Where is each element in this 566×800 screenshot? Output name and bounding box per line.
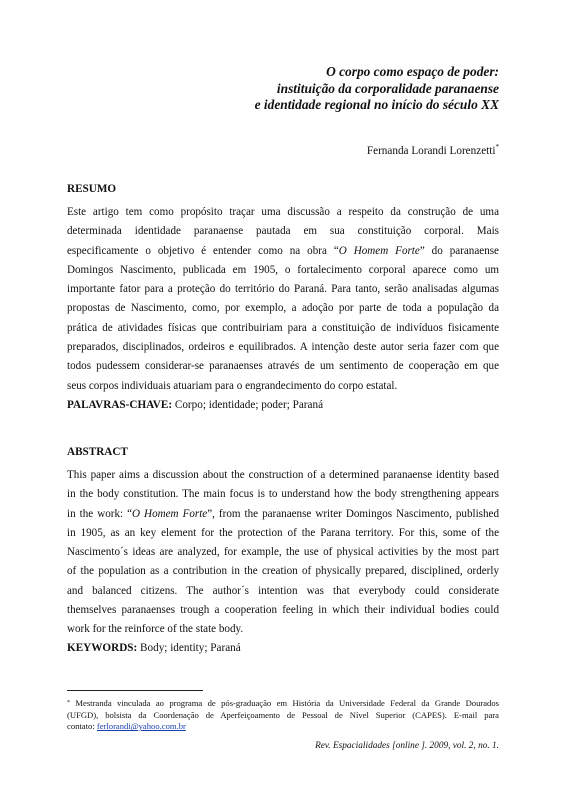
email-link[interactable]: ferlorandi@yahoo.com.br <box>96 721 186 732</box>
palavras-chave <box>67 399 323 411</box>
footnote-line <box>67 721 499 733</box>
keywords-values: Body; identity; Paraná <box>140 642 241 654</box>
abstract-line-part: ”, from the paranaense writer Domingos Nascimento, published <box>207 507 499 520</box>
abstract-line: This paper aims a discussion about the construction of a determined paranaense identity based <box>67 469 499 481</box>
footnote <box>67 698 499 733</box>
resumo-body <box>67 203 499 396</box>
resumo-line: Este artigo tem como propósito traçar uma discussão a respeito da construção de uma <box>67 206 499 218</box>
resumo-line: prática de atividades físicas que contribuiriam para a constituição de indivíduos fisicamente <box>67 321 499 334</box>
resumo-line: todos pudessem considerar-se paranaenses através de um sentimento de cooperação em que <box>67 360 499 373</box>
resumo-heading: RESUMO <box>67 183 117 195</box>
resumo-line: importante fator para a proteção do território do Paraná. Para tanto, serão analisadas algumas <box>67 283 499 296</box>
abstract-body <box>67 466 499 640</box>
abstract-line: Nascimento´s ideas are analyzed, for example, the use of physical activities by the most part <box>67 546 499 559</box>
resumo-line: Domingos Nascimento, publicada em 1905, o fortalecimento corporal aparece como um <box>67 263 499 276</box>
abstract-line-part: in the work: “ <box>67 507 133 520</box>
author-footnote-marker: * <box>495 143 499 151</box>
book-title-pt: O Homem Forte <box>338 244 420 257</box>
palavras-chave-label: PALAVRAS-CHAVE: <box>67 399 173 411</box>
resumo-line-part: especificamente o objetivo é entender como na obra “ <box>67 244 339 257</box>
footnote-contact-label: contato: <box>67 721 97 732</box>
abstract-line: work for the reinforce of the state body. <box>67 623 244 636</box>
author-name-text: Fernanda Lorandi Lorenzetti <box>366 145 496 157</box>
abstract-line: of the population as a contribution in the creation of physically prepared, disciplined, orderly <box>67 565 499 578</box>
title-line-3: e identidade regional no início do século XX <box>254 97 499 112</box>
article-title <box>150 64 499 114</box>
keywords <box>67 642 241 654</box>
resumo-line: propostas de Nascimento, como, por exemplo, a adoção por parte de toda a população da <box>67 302 499 315</box>
resumo-line: seus corpos individuais atuariam para o engrandecimento do corpo estatal. <box>67 379 398 392</box>
footnote-marker: * <box>67 700 70 706</box>
abstract-line: in the body constitution. The main focus is to understand how the body strengthening appears <box>67 488 499 501</box>
footnote-line: (UFGD), bolsista da Coordenação de Aperfeiçoamento de Pessoal de Nível Superior (CAPES). E-mail para <box>67 709 499 720</box>
resumo-line: determinada identidade paranaense pautada em sua constituição corporal. Mais <box>67 225 499 238</box>
footnote-separator <box>67 690 203 691</box>
abstract-heading: ABSTRACT <box>67 446 128 458</box>
resumo-line: preparados, disciplinados, ordeiros e equilibrados. A intenção deste autor seria fazer com que <box>67 341 499 354</box>
resumo-line <box>67 242 499 261</box>
title-line-2: instituição da corporalidade paranaense <box>276 80 499 96</box>
title-line-1: O corpo como espaço de poder: <box>326 64 499 79</box>
running-footer: Rev. Espacialidades [online ]. 2009, vol. 2, no. 1. <box>315 741 499 751</box>
palavras-chave-values: Corpo; identidade; poder; Paraná <box>174 399 324 411</box>
footnote-line <box>67 698 499 710</box>
abstract-line: in 1905, as an key element for the protection of the Parana territory. For this, some of the <box>67 526 499 539</box>
resumo-line-part: ” do paranaense <box>419 244 499 257</box>
author-name <box>367 145 499 157</box>
footnote-line-text: Mestranda vinculada ao programa de pós-graduação em História da Universidade Federal da Grande Dourados <box>70 698 499 708</box>
book-title-en: O Homem Forte <box>132 507 208 520</box>
abstract-line: and balanced citizens. The author´s intention was that everybody could considerate <box>67 584 499 597</box>
keywords-label: KEYWORDS: <box>67 642 138 654</box>
abstract-line <box>67 505 499 524</box>
abstract-line: themselves paranaenses trough a cooperation feeling in which their individual bodies could <box>67 604 499 617</box>
